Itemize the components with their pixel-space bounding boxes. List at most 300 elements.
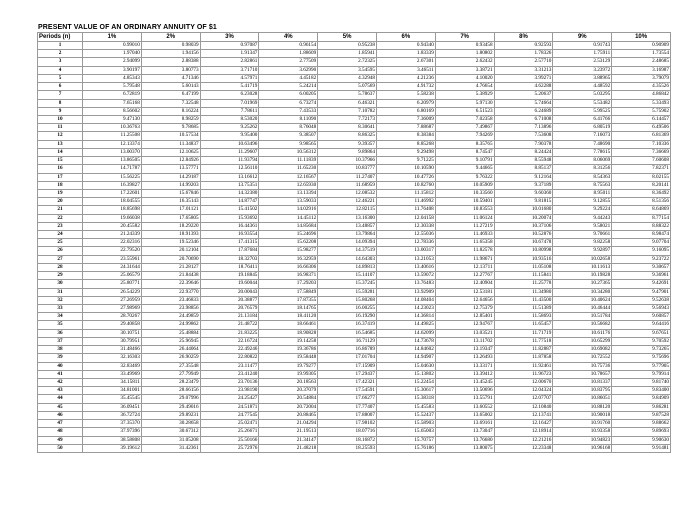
value-cell: 17.87684 <box>200 247 259 255</box>
value-cell: 12.10625 <box>141 148 200 156</box>
value-cell: 13.48857 <box>318 222 377 230</box>
period-cell: 28 <box>38 263 83 271</box>
value-cell: 13.65002 <box>435 411 494 419</box>
value-cell: 11.43500 <box>494 296 553 304</box>
value-cell: 6.14457 <box>612 115 671 123</box>
value-cell: 7.16073 <box>553 132 612 140</box>
value-cell: 0.94340 <box>376 42 435 50</box>
value-cell: 6.47199 <box>141 91 200 99</box>
rate-header: 8% <box>494 33 553 42</box>
value-cell: 4.91732 <box>376 83 435 91</box>
value-cell: 0.96154 <box>259 42 318 50</box>
period-cell: 26 <box>38 247 83 255</box>
table-row <box>38 411 671 419</box>
value-cell: 32.16303 <box>83 354 142 362</box>
value-cell: 10.02658 <box>553 255 612 263</box>
value-cell: 10.83777 <box>318 165 377 173</box>
value-cell: 9.47130 <box>83 115 142 123</box>
value-cell: 13.76680 <box>435 436 494 444</box>
value-cell: 17.54591 <box>318 387 377 395</box>
value-cell: 13.40616 <box>376 263 435 271</box>
value-cell: 18.85698 <box>83 206 142 214</box>
period-cell: 36 <box>38 329 83 337</box>
value-cell: 16.32959 <box>259 255 318 263</box>
value-cell: 8.55948 <box>494 157 553 165</box>
value-cell: 4.85343 <box>83 74 142 82</box>
value-cell: 5.07569 <box>318 83 377 91</box>
value-cell: 4.71346 <box>141 74 200 82</box>
value-cell: 7.01969 <box>200 99 259 107</box>
value-cell: 3.80773 <box>141 66 200 74</box>
value-cell: 10.96168 <box>553 444 612 452</box>
value-cell: 15.22454 <box>376 378 435 386</box>
value-cell: 3.88965 <box>553 74 612 82</box>
value-cell: 19.18845 <box>200 272 259 280</box>
value-cell: 8.76048 <box>259 124 318 132</box>
value-cell: 9.89693 <box>612 428 671 436</box>
value-cell: 8.85268 <box>376 140 435 148</box>
period-cell: 45 <box>38 403 83 411</box>
value-cell: 10.19828 <box>553 272 612 280</box>
value-cell: 0.99010 <box>83 42 142 50</box>
value-cell: 10.72552 <box>553 354 612 362</box>
value-cell: 4.48592 <box>553 83 612 91</box>
period-cell: 35 <box>38 321 83 329</box>
table-row <box>38 99 671 107</box>
period-cell: 17 <box>38 173 83 181</box>
table-row <box>38 206 671 214</box>
value-cell: 15.76186 <box>376 444 435 452</box>
value-cell: 5.58238 <box>376 91 435 99</box>
value-cell: 26.54229 <box>83 288 142 296</box>
value-cell: 24.99862 <box>141 321 200 329</box>
value-cell: 9.44243 <box>553 214 612 222</box>
table-row <box>38 91 671 99</box>
value-cell: 10.56312 <box>259 148 318 156</box>
value-cell: 5.53482 <box>553 99 612 107</box>
value-cell: 10.52876 <box>494 231 553 239</box>
value-cell: 11.65358 <box>435 239 494 247</box>
value-cell: 12.64656 <box>435 296 494 304</box>
value-cell: 6.24689 <box>494 107 553 115</box>
value-cell: 10.86051 <box>553 395 612 403</box>
value-cell: 5.79548 <box>83 83 142 91</box>
value-cell: 7.78615 <box>553 148 612 156</box>
value-cell: 13.33171 <box>435 362 494 370</box>
table-row <box>38 140 671 148</box>
value-cell: 5.99525 <box>553 107 612 115</box>
value-cell: 18.14765 <box>259 305 318 313</box>
period-cell: 10 <box>38 115 83 123</box>
value-cell: 12.40904 <box>435 280 494 288</box>
value-cell: 15.41502 <box>200 206 259 214</box>
value-cell: 15.67846 <box>141 189 200 197</box>
value-cell: 22.39646 <box>141 280 200 288</box>
value-cell: 15.80268 <box>318 296 377 304</box>
value-cell: 1.78326 <box>494 50 553 58</box>
value-cell: 15.58903 <box>376 420 435 428</box>
value-cell: 4.62288 <box>494 83 553 91</box>
value-cell: 26.90259 <box>141 354 200 362</box>
value-cell: 18.76411 <box>200 263 259 271</box>
value-cell: 29.49016 <box>141 403 200 411</box>
value-cell: 3.54595 <box>318 66 377 74</box>
period-cell: 2 <box>38 50 83 58</box>
value-cell: 14.71787 <box>83 165 142 173</box>
value-cell: 13.16612 <box>200 173 259 181</box>
value-cell: 6.80519 <box>553 124 612 132</box>
value-cell: 14.02916 <box>259 206 318 214</box>
value-cell: 20.76579 <box>200 305 259 313</box>
value-cell: 0.93458 <box>435 42 494 50</box>
value-cell: 3.31213 <box>494 66 553 74</box>
period-cell: 6 <box>38 83 83 91</box>
value-cell: 7.49867 <box>435 124 494 132</box>
value-cell: 11.25508 <box>83 132 142 140</box>
value-cell: 25.96945 <box>141 337 200 345</box>
value-cell: 5.78637 <box>318 91 377 99</box>
period-cell: 33 <box>38 305 83 313</box>
value-cell: 13.69161 <box>435 420 494 428</box>
value-cell: 2.77509 <box>259 58 318 66</box>
value-cell: 8.56602 <box>83 107 142 115</box>
value-cell: 8.75563 <box>553 181 612 189</box>
table-row <box>38 66 671 74</box>
value-cell: 10.65299 <box>553 337 612 345</box>
value-cell: 10.47726 <box>376 173 435 181</box>
value-cell: 9.23722 <box>612 255 671 263</box>
value-cell: 12.08532 <box>318 189 377 197</box>
value-cell: 21.13184 <box>200 313 259 321</box>
value-cell: 9.60360 <box>494 189 553 197</box>
table-row <box>38 214 671 222</box>
value-cell: 22.93770 <box>141 288 200 296</box>
value-cell: 33.49969 <box>83 370 142 378</box>
table-row <box>38 58 671 66</box>
value-cell: 10.37966 <box>318 157 377 165</box>
value-cell: 23.55961 <box>83 255 142 263</box>
table-row <box>38 362 671 370</box>
value-cell: 12.78336 <box>376 239 435 247</box>
value-cell: 2.67301 <box>376 58 435 66</box>
header-row <box>38 33 671 42</box>
value-cell: 17.22601 <box>83 189 142 197</box>
value-cell: 9.42691 <box>612 280 671 288</box>
rate-header: 7% <box>435 33 494 42</box>
value-cell: 15.62208 <box>259 239 318 247</box>
value-cell: 11.46992 <box>376 198 435 206</box>
value-cell: 10.57534 <box>141 132 200 140</box>
value-cell: 9.30657 <box>612 263 671 271</box>
value-cell: 25.72976 <box>200 444 259 452</box>
value-cell: 13.60552 <box>435 403 494 411</box>
value-cell: 6.73274 <box>259 99 318 107</box>
table-row <box>38 370 671 378</box>
period-cell: 5 <box>38 74 83 82</box>
value-cell: 8.98259 <box>141 115 200 123</box>
period-cell: 32 <box>38 296 83 304</box>
value-cell: 15.45583 <box>376 403 435 411</box>
value-cell: 10.33560 <box>435 189 494 197</box>
value-cell: 8.38384 <box>376 132 435 140</box>
period-cell: 30 <box>38 280 83 288</box>
period-cell: 18 <box>38 181 83 189</box>
value-cell: 10.83795 <box>553 387 612 395</box>
value-cell: 9.44665 <box>435 165 494 173</box>
value-cell: 24.25427 <box>200 395 259 403</box>
value-cell: 5.03295 <box>553 91 612 99</box>
value-cell: 14.37519 <box>318 247 377 255</box>
value-cell: 1.80802 <box>435 50 494 58</box>
value-cell: 2.94099 <box>83 58 142 66</box>
period-cell: 23 <box>38 222 83 230</box>
value-cell: 16.35143 <box>141 198 200 206</box>
period-cell: 27 <box>38 255 83 263</box>
table-row <box>38 124 671 132</box>
value-cell: 7.78611 <box>200 107 259 115</box>
value-cell: 11.15812 <box>376 189 435 197</box>
table-row <box>38 157 671 165</box>
table-row <box>38 107 671 115</box>
value-cell: 16.66306 <box>259 263 318 271</box>
value-cell: 12.84926 <box>141 157 200 165</box>
value-cell: 9.84909 <box>612 395 671 403</box>
table-row <box>38 247 671 255</box>
table-row <box>38 272 671 280</box>
value-cell: 7.48690 <box>553 140 612 148</box>
value-cell: 7.10782 <box>318 107 377 115</box>
value-cell: 12.55036 <box>376 231 435 239</box>
value-cell: 10.69082 <box>553 346 612 354</box>
value-cell: 14.73678 <box>376 337 435 345</box>
value-cell: 8.95011 <box>553 189 612 197</box>
table-row <box>38 173 671 181</box>
value-cell: 7.10336 <box>612 140 671 148</box>
value-cell: 6.41766 <box>553 115 612 123</box>
value-cell: 14.29187 <box>141 173 200 181</box>
table-row <box>38 444 671 452</box>
value-cell: 36.09451 <box>83 403 142 411</box>
table-row <box>38 255 671 263</box>
table-row <box>38 305 671 313</box>
value-cell: 2.53129 <box>553 58 612 66</box>
value-cell: 10.10590 <box>376 165 435 173</box>
value-cell: 11.27407 <box>318 173 377 181</box>
value-cell: 5.41719 <box>200 83 259 91</box>
value-cell: 21.83225 <box>200 329 259 337</box>
value-cell: 3.71710 <box>200 66 259 74</box>
value-cell: 13.79864 <box>318 231 377 239</box>
value-cell: 20.45582 <box>83 222 142 230</box>
value-cell: 14.99203 <box>141 181 200 189</box>
value-cell: 8.30641 <box>318 124 377 132</box>
value-cell: 12.85401 <box>435 313 494 321</box>
value-cell: 7.32548 <box>141 99 200 107</box>
value-cell: 13.80075 <box>435 444 494 452</box>
value-cell: 16.44361 <box>200 222 259 230</box>
periods-header: Periods (n) <box>38 33 83 42</box>
value-cell: 8.53020 <box>200 115 259 123</box>
value-cell: 12.21216 <box>494 436 553 444</box>
value-cell: 11.98671 <box>435 255 494 263</box>
value-cell: 9.16095 <box>612 247 671 255</box>
value-cell: 16.39827 <box>83 181 142 189</box>
value-cell: 10.46444 <box>553 305 612 313</box>
value-cell: 20.54884 <box>259 395 318 403</box>
value-cell: 13.92909 <box>376 288 435 296</box>
value-cell: 10.75736 <box>553 362 612 370</box>
value-cell: 30.67312 <box>141 428 200 436</box>
value-cell: 25.02471 <box>200 420 259 428</box>
value-cell: 34.15811 <box>83 378 142 386</box>
value-cell: 9.82258 <box>553 239 612 247</box>
value-cell: 11.82887 <box>494 346 553 354</box>
period-cell: 4 <box>38 66 83 74</box>
value-cell: 18.07716 <box>318 428 377 436</box>
value-cell: 12.16427 <box>494 420 553 428</box>
value-cell: 0.98039 <box>141 42 200 50</box>
value-cell: 9.89864 <box>318 148 377 156</box>
period-cell: 48 <box>38 428 83 436</box>
value-cell: 9.56943 <box>612 305 671 313</box>
value-cell: 11.06124 <box>435 214 494 222</box>
value-cell: 8.64869 <box>612 206 671 214</box>
value-cell: 12.13711 <box>435 263 494 271</box>
value-cell: 9.86281 <box>612 403 671 411</box>
value-cell: 9.87528 <box>612 411 671 419</box>
value-cell: 13.00370 <box>83 148 142 156</box>
value-cell: 7.65168 <box>83 99 142 107</box>
value-cell: 18.04555 <box>83 198 142 206</box>
table-row <box>38 148 671 156</box>
rate-header: 3% <box>200 33 259 42</box>
value-cell: 17.87355 <box>259 296 318 304</box>
value-cell: 13.13394 <box>259 189 318 197</box>
period-cell: 34 <box>38 313 83 321</box>
table-row <box>38 231 671 239</box>
value-cell: 7.94269 <box>435 132 494 140</box>
value-cell: 21.24339 <box>83 231 142 239</box>
value-cell: 32.83469 <box>83 362 142 370</box>
table-row <box>38 132 671 140</box>
value-cell: 10.90018 <box>553 411 612 419</box>
value-cell: 12.18914 <box>494 428 553 436</box>
value-cell: 7.02358 <box>435 115 494 123</box>
value-cell: 0.91743 <box>553 42 612 50</box>
value-cell: 11.34980 <box>494 288 553 296</box>
value-cell: 7.82371 <box>612 165 671 173</box>
value-cell: 5.75902 <box>612 107 671 115</box>
value-cell: 9.98565 <box>259 140 318 148</box>
table-row <box>38 346 671 354</box>
period-cell: 41 <box>38 370 83 378</box>
period-cell: 13 <box>38 140 83 148</box>
value-cell: 17.29437 <box>318 370 377 378</box>
period-cell: 38 <box>38 346 83 354</box>
value-cell: 13.73047 <box>435 428 494 436</box>
value-cell: 12.16567 <box>259 173 318 181</box>
value-cell: 35.45545 <box>83 395 142 403</box>
value-cell: 4.21236 <box>376 74 435 82</box>
value-cell: 17.29203 <box>259 280 318 288</box>
period-cell: 43 <box>38 387 83 395</box>
value-cell: 20.38877 <box>200 296 259 304</box>
value-cell: 14.23023 <box>376 305 435 313</box>
value-cell: 25.26671 <box>200 428 259 436</box>
value-cell: 9.91481 <box>612 444 671 452</box>
value-cell: 10.81337 <box>553 378 612 386</box>
value-cell: 0.92593 <box>494 42 553 50</box>
value-cell: 9.78685 <box>141 124 200 132</box>
value-cell: 18.29220 <box>141 222 200 230</box>
value-cell: 8.88322 <box>612 222 671 230</box>
value-cell: 17.58849 <box>259 288 318 296</box>
value-cell: 13.03521 <box>435 329 494 337</box>
value-cell: 11.34837 <box>141 140 200 148</box>
value-cell: 11.76408 <box>376 206 435 214</box>
value-cell: 16.71129 <box>318 337 377 345</box>
period-cell: 19 <box>38 189 83 197</box>
value-cell: 30.79951 <box>83 337 142 345</box>
table-row <box>38 329 671 337</box>
table-row <box>38 321 671 329</box>
period-cell: 11 <box>38 124 83 132</box>
value-cell: 16.86789 <box>318 346 377 354</box>
value-cell: 17.41315 <box>200 239 259 247</box>
value-cell: 22.79520 <box>83 247 142 255</box>
value-cell: 39.19612 <box>83 444 142 452</box>
value-cell: 3.99271 <box>494 74 553 82</box>
value-cell: 5.33493 <box>612 99 671 107</box>
value-cell: 12.27767 <box>435 272 494 280</box>
period-cell: 39 <box>38 354 83 362</box>
value-cell: 12.53181 <box>435 288 494 296</box>
value-cell: 8.11090 <box>259 115 318 123</box>
value-cell: 11.51389 <box>494 305 553 313</box>
value-cell: 9.37189 <box>494 181 553 189</box>
value-cell: 10.37106 <box>494 222 553 230</box>
period-cell: 40 <box>38 362 83 370</box>
value-cell: 15.98277 <box>259 247 318 255</box>
value-cell: 22.02316 <box>83 239 142 247</box>
value-cell: 6.20979 <box>376 99 435 107</box>
value-cell: 28.66156 <box>141 387 200 395</box>
rate-header: 10% <box>612 33 671 42</box>
value-cell: 1.75911 <box>553 50 612 58</box>
value-cell: 23.11477 <box>200 362 259 370</box>
value-cell: 12.65930 <box>259 181 318 189</box>
value-cell: 25.48884 <box>141 329 200 337</box>
value-cell: 10.59401 <box>435 198 494 206</box>
value-cell: 24.77545 <box>200 411 259 419</box>
value-cell: 13.59072 <box>376 272 435 280</box>
value-cell: 15.65003 <box>376 428 435 436</box>
value-cell: 1.94156 <box>141 50 200 58</box>
value-cell: 11.05108 <box>494 263 553 271</box>
value-cell: 10.67478 <box>494 239 553 247</box>
value-cell: 13.19347 <box>435 346 494 354</box>
value-cell: 4.86842 <box>612 91 671 99</box>
value-cell: 17.42321 <box>318 378 377 386</box>
value-cell: 9.25262 <box>200 124 259 132</box>
value-cell: 31.42361 <box>141 444 200 452</box>
value-cell: 21.48722 <box>200 321 259 329</box>
annuity-table <box>37 32 671 453</box>
value-cell: 7.36009 <box>376 115 435 123</box>
value-cell: 13.21053 <box>376 255 435 263</box>
value-cell: 16.98371 <box>259 272 318 280</box>
value-cell: 9.92897 <box>553 247 612 255</box>
